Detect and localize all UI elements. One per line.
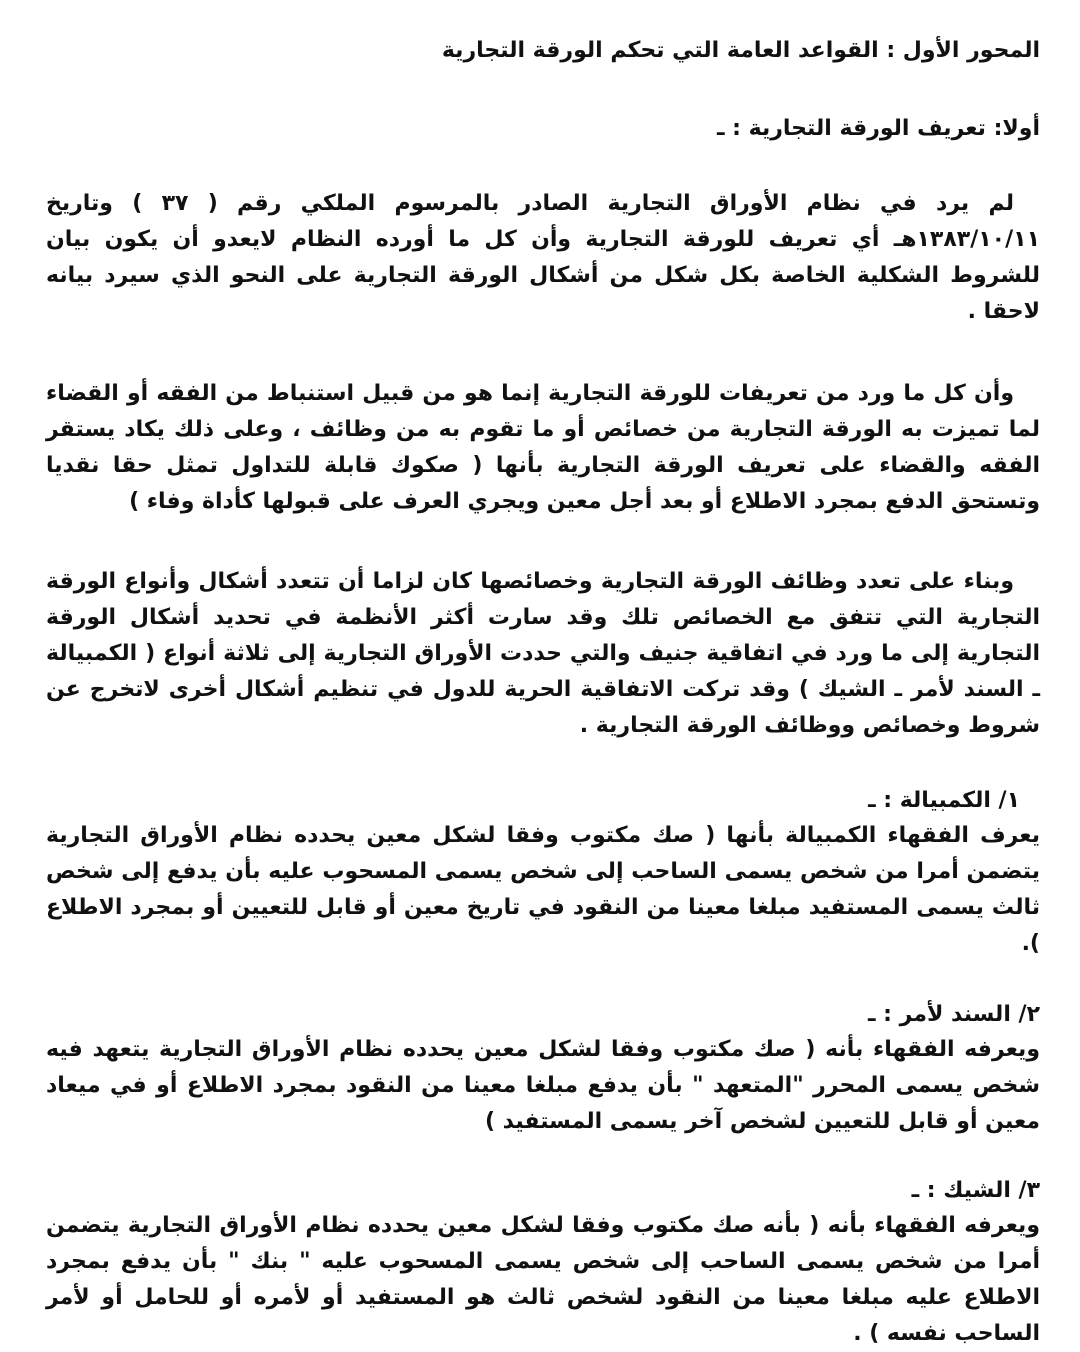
item-promissory-note bbox=[46, 998, 1040, 1140]
item-text: ويعرفه الفقهاء بأنه ( صك مكتوب وفقا لشكل معين يحدده نظام الأوراق التجارية يتعهد فيه شخص يسمى المحرر "المتعهد " بأن يدفع مبلغا معينا من النقود بمجرد الاطلاع أو في ميعاد معين أو قابل للتعيين لشخص آخر يسمى المستفيد ) bbox=[46, 1037, 1040, 1134]
paragraph-types: وبناء على تعدد وظائف الورقة التجارية وخصائصها كان لزاما أن تتعدد أشكال وأنواع الورقة التجارية التي تتفق مع الخصائص تلك وقد سارت أكثر الأنظمة في تحديد أشكال الورقة التجارية إلى ما ورد في اتفاقية جنيف والتي حددت الأوراق التجارية إلى ثلاثة أنواع ( الكمبيالة ـ السند لأمر ـ الشيك ) وقد تركت الاتفاقية الحرية للدول في تنظيم أشكال أخرى لاتخرج عن شروط وخصائص ووظائف الورقة التجارية . bbox=[46, 569, 1040, 738]
section-heading: أولا: تعريف الورقة التجارية : ـ bbox=[716, 116, 1040, 141]
item-text: ويعرفه الفقهاء بأنه ( بأنه صك مكتوب وفقا لشكل معين يحدده نظام الأوراق التجارية يتضمن أمرا من شخص يسمى الساحب إلى شخص يسمى المسحوب عليه " بنك " بأن يدفع بمجرد الاطلاع عليه مبلغا معينا من النقود لشخص ثالث هو المستفيد أو لأمره أو للحامل أو لأمر الساحب نفسه ) . bbox=[46, 1213, 1040, 1346]
item-title: ١/ الكمبيالة : ـ bbox=[868, 788, 1020, 813]
main-heading: المحور الأول : القواعد العامة التي تحكم الورقة التجارية bbox=[441, 38, 1040, 63]
item-title: ٣/ الشيك : ـ bbox=[911, 1178, 1040, 1203]
item-cheque bbox=[46, 1174, 1040, 1352]
item-bill-of-exchange bbox=[46, 784, 1040, 962]
item-title: ٢/ السند لأمر : ـ bbox=[868, 1002, 1040, 1027]
item-text: يعرف الفقهاء الكمبيالة بأنها ( صك مكتوب وفقا لشكل معين يحدده نظام الأوراق التجارية يتضمن أمرا من شخص يسمى الساحب إلى شخص يسمى المسحوب عليه بأن يدفع إلى شخص ثالث يسمى المستفيد مبلغا معينا من النقود في تاريخ معين أو قابل للتعيين أو بمجرد الاطلاع ). bbox=[46, 823, 1040, 956]
paragraph-definition-absence: لم يرد في نظام الأوراق التجارية الصادر بالمرسوم الملكي رقم ( ٣٧ ) وتاريخ ١٣٨٣/١٠/١١هـ أي تعريف للورقة التجارية وأن كل ما أورده النظام لايعدو أن يكون بيان للشروط الشكلية الخاصة بكل شكل من أشكال الورقة التجارية على النحو الذي سيرد بيانه لاحقا . bbox=[46, 191, 1040, 324]
paragraph-definition: وأن كل ما ورد من تعريفات للورقة التجارية إنما هو من قبيل استنباط من الفقه أو القضاء لما تميزت به الورقة التجارية من خصائص أو ما تقوم به من وظائف ، وعلى ذلك يكاد يستقر الفقه والقضاء على تعريف الورقة التجارية بأنها ( صكوك قابلة للتداول تمثل حقا نقديا وتستحق الدفع بمجرد الاطلاع أو بعد أجل معين ويجري العرف على قبولها كأداة وفاء ) bbox=[46, 381, 1040, 514]
